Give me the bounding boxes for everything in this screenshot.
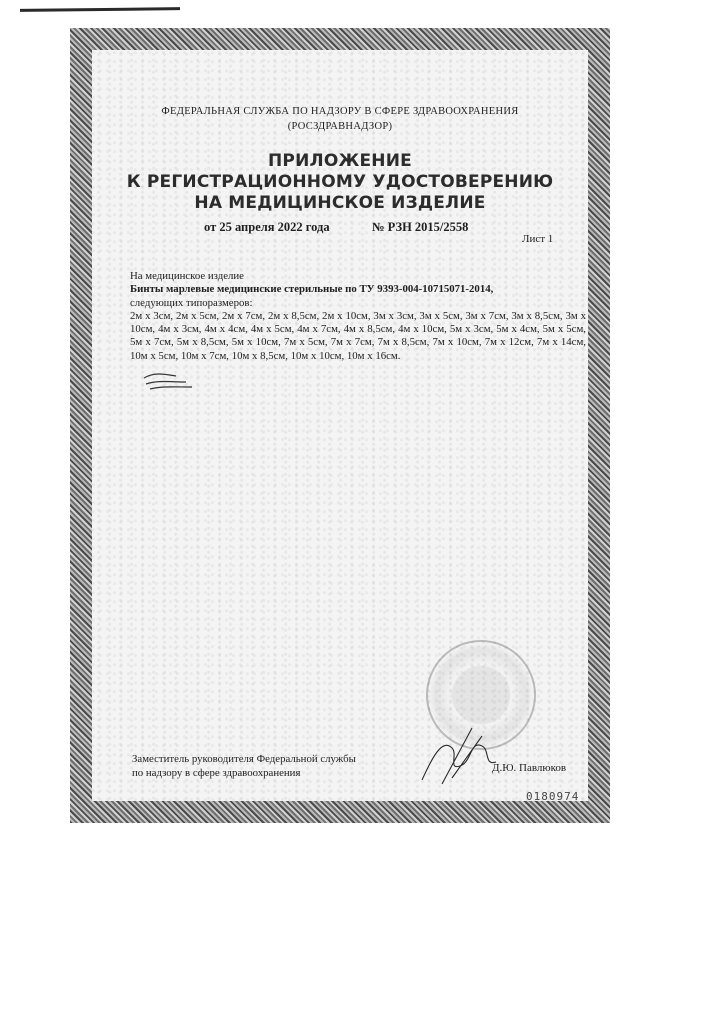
sizes-intro: следующих типоразмеров:: [130, 296, 253, 309]
signature-icon: [412, 718, 502, 788]
certificate-frame: [70, 28, 610, 823]
handwritten-mark-icon: [142, 370, 202, 392]
position-line-2: по надзору в сфере здравоохранения: [132, 767, 301, 779]
scan-edge-line: [20, 7, 180, 12]
intro-text: На медицинское изделие: [130, 270, 244, 282]
agency-header: [92, 104, 588, 134]
agency-abbrev: (РОСЗДРАВНАДЗОР): [287, 121, 393, 132]
doc-title-line-3: НА МЕДИЦИНСКОЕ ИЗДЕЛИЕ: [194, 193, 486, 213]
sheet-number: Лист 1: [522, 233, 554, 245]
agency-name: ФЕДЕРАЛЬНАЯ СЛУЖБА ПО НАДЗОРУ В СФЕРЕ ЗДРАВООХРАНЕНИЯ: [161, 106, 519, 117]
sizes-list: 2м х 3см, 2м х 5см, 2м х 7см, 2м х 8,5см, 2м х 10см, 3м х 3см, 3м х 5см, 3м х 7см, 3м х 8,5см, 3м х 10см, 4м х 3см, 4м х 4см, 4м х 5см, 4м х 7см, 4м х 8,5см, 4м х 10см, 5м х 3см, 5м х 4см, 5м х 5см, 5м х 7см, 5м х 8,5см, 5м х 10см, 7м х 5см, 7м х 7см, 7м х 8,5см, 7м х 10см, 7м х 12см, 7м х 14см, 10м х 5см, 10м х 7см, 10м х 8,5см, 10м х 10см, 10м х 16см.: [130, 309, 586, 362]
product-name: Бинты марлевые медицинские стерильные по ТУ 9393-004-10715071-2014,: [130, 283, 494, 296]
registration-number: № РЗН 2015/2558: [372, 220, 469, 234]
serial-number: 0180974: [526, 790, 580, 803]
doc-title-line-2: К РЕГИСТРАЦИОННОМУ УДОСТОВЕРЕНИЮ: [126, 172, 554, 192]
signatory-position: [132, 752, 356, 780]
signatory-name: Д.Ю. Павлюков: [492, 762, 567, 774]
position-line-1: Заместитель руководителя Федеральной службы: [132, 753, 356, 765]
doc-title-line-1: ПРИЛОЖЕНИЕ: [268, 151, 412, 171]
issue-date: от 25 апреля 2022 года: [204, 220, 330, 234]
document-body: [130, 270, 586, 363]
